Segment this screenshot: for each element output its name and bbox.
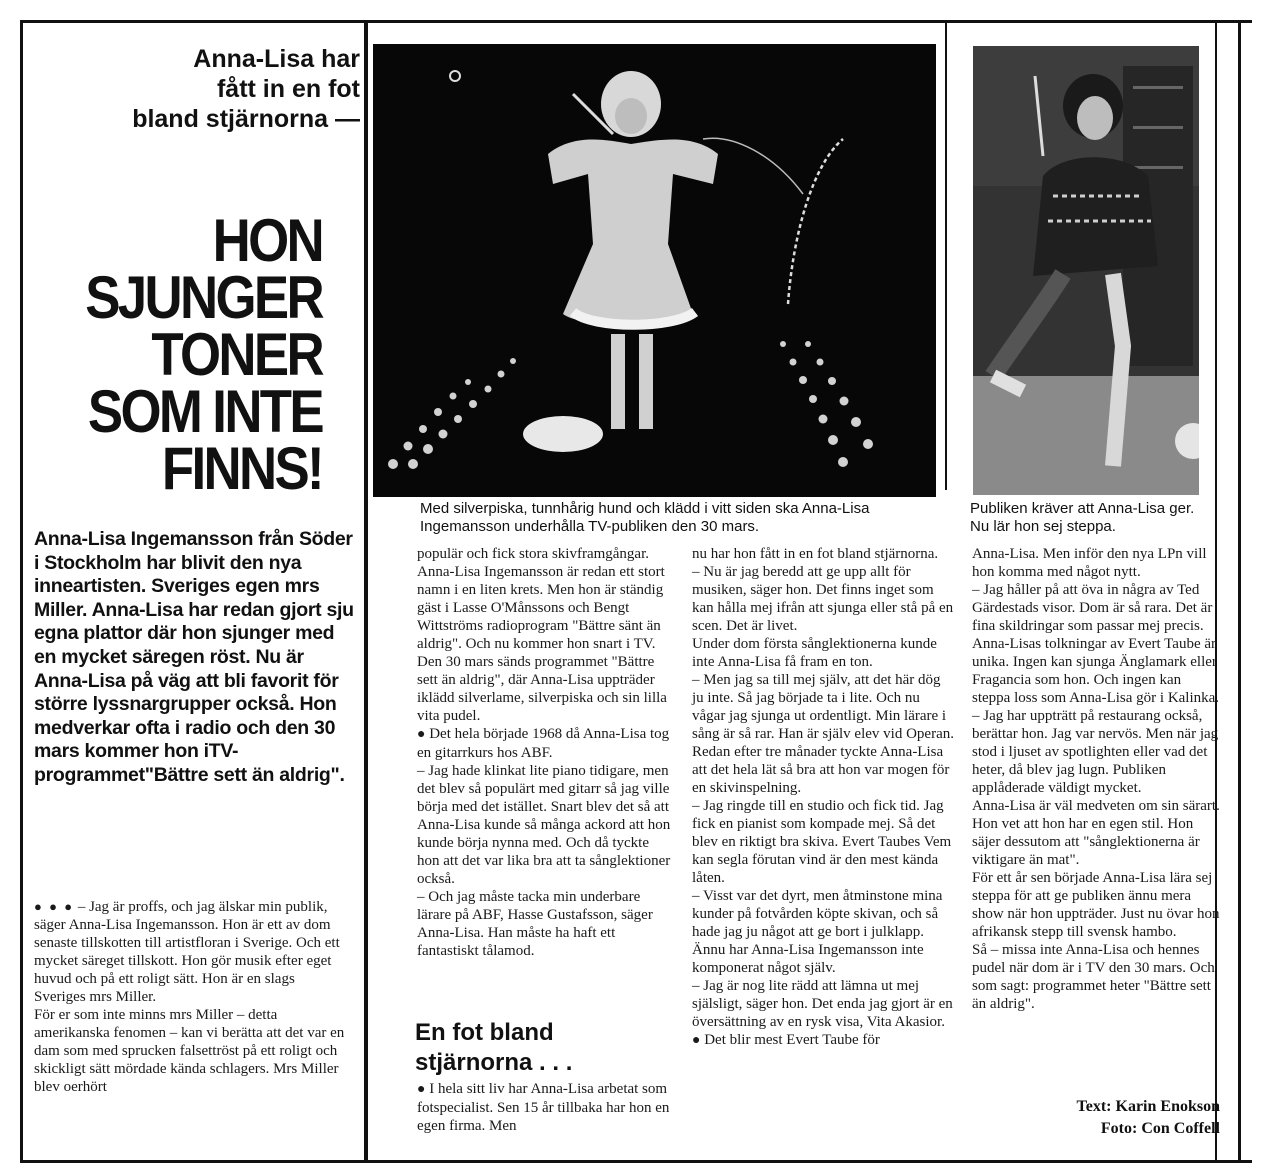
headline (58, 207, 323, 502)
bullet-dot: ● (692, 1033, 701, 1048)
frame-top-rule (20, 20, 1252, 23)
kicker-line: fått in en fot (216, 75, 360, 103)
paragraph: populär och fick stora skivframgångar. (417, 546, 650, 562)
paragraph: – Jag har uppträtt på restaurang också, berättar hon. Jag var nervös. Men när jag stod i ljuset av spotlighten eller vad det heter, då blev jag lugn. Publiken applåderade väldigt mycket. (972, 708, 1219, 796)
paragraph: Anna-Lisa. Men inför den nya LPn vill hon komma med något nytt. (972, 546, 1207, 580)
kicker-line: Anna-Lisa har (193, 45, 360, 73)
article-column-2 (417, 545, 675, 960)
subheading-line: En fot bland (415, 1019, 554, 1046)
paragraph: – Nu är jag beredd att ge upp allt för musiken, säger hon. Det finns inget som kan hålla mej ifrån att sjunga eller stå på en scen. Det är livet. (692, 564, 954, 634)
paragraph-text: – Jag är proffs, och jag älskar min publik, säger Anna-Lisa Ingemansson. Hon är ett av dom senaste tillskotten till artistfloran i Sverige. Och ett mycket säreget tillskott. Hon gör musik efter eget huvud och på ett roligt sätt. Hon är en slags Sveriges mrs Miller. (34, 899, 340, 1005)
woman-dancing-illustration (973, 46, 1199, 495)
paragraph: – Jag håller på att öva in några av Ted Gärdestads visor. Dom är så rara. Det är fina skildringar som passar mej precis. (972, 582, 1213, 634)
column-rule-left (364, 20, 368, 1162)
subheading-line: stjärnorna . . . (415, 1049, 573, 1076)
paragraph: Under dom första sånglektionerna kunde inte Anna-Lisa få fram en ton. (692, 636, 937, 670)
paragraph: – Jag hade klinkat lite piano tidigare, men det blev så populärt med gitarr så jag ville börja med det istället. Snart blev det så att Anna-Lisa kunde så många ackord att hon kunde börja nynna med. Och då tyckte hon att det var lika bra att ta sånglektioner också. (417, 763, 671, 887)
paragraph: För ett år sen började Anna-Lisa lära sej steppa för att ge publiken ännu mera show när hon uppträder. Just nu övar hon afrikansk stepp till svensk hambo. (972, 870, 1220, 940)
paragraph-text: Det blir mest Evert Taube för (704, 1032, 880, 1048)
article-column-4 (972, 545, 1220, 1013)
subheading (415, 1018, 665, 1078)
paragraph: – Och jag måste tacka min underbare lärare på ABF, Hasse Gustafsson, säger Anna-Lisa. Han måste ha haft ett fantastiskt tålamod. (417, 889, 653, 959)
paragraph: – Jag är nog lite rädd att lämna ut mej själsligt, säger hon. Det enda jag gjort är en översättning av en rysk visa, Vita Akasior. (692, 978, 953, 1030)
frame-right-rule (1238, 20, 1241, 1162)
bullet-dot: ● (417, 727, 426, 742)
headline-line: HON (212, 207, 322, 274)
paragraph: Så – missa inte Anna-Lisa och hennes pudel när dom är i TV den 30 mars. Och som sagt: programmet heter "Bättre sett än aldrig". (972, 942, 1215, 1012)
kicker (30, 44, 360, 134)
paragraph: Anna-Lisa är väl medveten om sin särart. Hon vet att hon har en egen stil. Hon säjer dessutom att "sånglektionerna är viktigare än mat". (972, 798, 1220, 868)
headline-line: FINNS! (161, 435, 322, 502)
photo-caption-dancing: Publiken kräver att Anna-Lisa ger. Nu lär hon sej steppa. (970, 500, 1195, 535)
lead-paragraph: Anna-Lisa Ingemansson från Söder i Stockholm har blivit den nya inneartisten. Sveriges egen mrs Miller. Anna-Lisa har redan gjort sju egna plattor där hon sjunger med en mycket säregen röst. Nu är Anna-Lisa på väg att bli favorit för större lyssnargrupper också. Hon medverkar ofta i radio och den 30 mars kommer hon iTV-programmet"Bättre sett än aldrig". (34, 528, 354, 786)
headline-line: SJUNGER (85, 264, 323, 331)
paragraph (34, 898, 348, 1006)
singer-with-whip-illustration (373, 44, 936, 497)
paragraph: Ännu har Anna-Lisa Ingemansson inte komponerat något själv. (692, 942, 924, 976)
article-column-3 (692, 545, 954, 1050)
photo-credit: Foto: Con Coffell (1100, 1120, 1220, 1137)
column-rule-middle (945, 20, 947, 490)
text-credit: Text: Karin Enokson (1076, 1098, 1220, 1115)
paragraph: – Men jag sa till mej själv, att det här dög ju inte. Så jag började ta i lite. Och nu vågar jag sjunga ut ordentligt. Min lärare i sång är så rar. Han är själv elev vid Operan. Redan efter tre månader tyckte Anna-Lisa att det hela lät så bra att hon var mogen för en skivinspelning. (692, 672, 954, 796)
paragraph: nu har hon fått in en fot bland stjärnorna. (692, 546, 939, 562)
paragraph (417, 725, 675, 762)
dancing-photo (973, 46, 1199, 495)
byline (1077, 1096, 1220, 1140)
stage-photo (373, 44, 936, 497)
article-column-1 (34, 898, 348, 1096)
paragraph-text: I hela sitt liv har Anna-Lisa arbetat som fotspecialist. Sen 15 år tillbaka har hon en egen firma. Men (417, 1081, 670, 1134)
frame-bottom-rule (20, 1160, 1252, 1163)
paragraph (692, 1031, 954, 1050)
photo-caption-stage: Med silverpiska, tunnhårig hund och klädd i vitt siden ska Anna-Lisa Ingemansson underhålla TV-publiken den 30 mars. (420, 500, 870, 535)
paragraph: – Jag ringde till en studio och fick tid. Jag fick en pianist som kompade mej. Så det blev en riktigt bra skiva. Evert Taubes Vem kan segla förutan vind är den mest kända låten. (692, 798, 952, 886)
bullet-dot: ● (417, 1082, 426, 1097)
paragraph: För er som inte minns mrs Miller – detta amerikanska fenomen – kan vi berätta att det var en dam som med sprucken falsettröst på ett roligt och skickligt sätt mördade kända schlagers. Mrs Miller blev oerhört (34, 1007, 345, 1095)
bullet-dots: ● ● ● (34, 899, 75, 914)
paragraph-text: Det hela började 1968 då Anna-Lisa tog en gitarrkurs hos ABF. (417, 726, 670, 761)
paragraph: Anna-Lisas tolkningar av Evert Taube är unika. Ingen kan sjunga Änglamark eller Fragancia som hon. Och ingen kan steppa loss som Anna-Lisa gör i Kalinka. (972, 636, 1220, 706)
frame-left-rule (20, 20, 23, 1162)
article-column-2-continued (417, 1080, 675, 1135)
headline-line: TONER (151, 321, 322, 388)
headline-line: SOM INTE (87, 378, 322, 445)
paragraph (417, 1080, 675, 1135)
paragraph: – Visst var det dyrt, men åtminstone mina kunder på fotvården köpte skivan, och så hade jag ju något att ge bort i julklapp. (692, 888, 943, 940)
paragraph: Anna-Lisa Ingemansson är redan ett stort namn i en liten krets. Men hon är ständig gäst i Lasse O'Månssons och Bengt Wittströms radioprogram "Bättre sänt än aldrig". Och nu kommer hon snart i TV. Den 30 mars sänds programmet "Bättre sett än aldrig", där Anna-Lisa uppträder iklädd silverlame, silverpiska och sin lilla vita pudel. (417, 564, 667, 724)
kicker-line: bland stjärnorna — (132, 105, 360, 133)
